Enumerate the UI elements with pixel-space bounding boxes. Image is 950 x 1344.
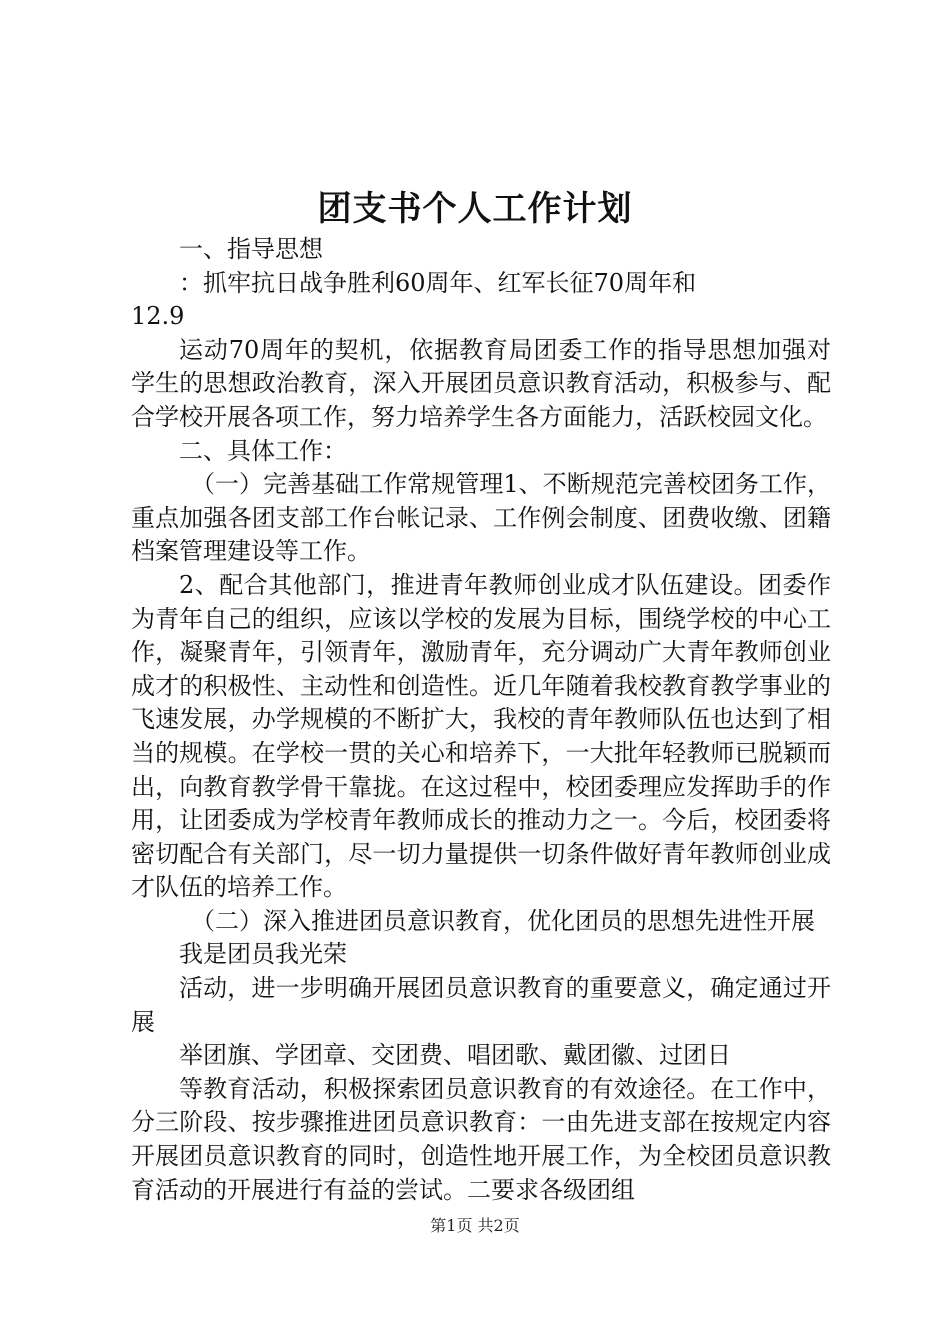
paragraph: 我是团员我光荣: [179, 940, 347, 969]
section-heading-guiding-thought: 一、指导思想: [179, 235, 323, 263]
paragraph: 举团旗、学团章、交团费、唱团歌、戴团徽、过团日: [179, 1041, 731, 1070]
paragraph: ：抓牢抗日战争胜利60周年、红军长征70周年和: [179, 268, 697, 297]
page-footer: 第1页 共2页: [430, 1216, 520, 1235]
paragraph: 等教育活动，积极探索团员意识教育的有效途径。在工作中，分三阶段、按步骤推进团员意识教育：一由先进支部在按规定内容开展团员意识教育的同时，创造性地开展工作，为全校团员意识教育活动的开展进行有益的尝试。二要求各级团组: [131, 1074, 831, 1204]
paragraph: （二）深入推进团员意识教育，优化团员的思想先进性开展: [191, 906, 815, 935]
paragraph: 2、配合其他部门，推进青年教师创业成才队伍建设。团委作为青年自己的组织，应该以学校的发展为目标，围绕学校的中心工作，凝聚青年，引领青年，激励青年，充分调动广大青年教师创业成才的积极性、主动性和创造性。近几年随着我校教育教学事业的飞速发展，办学规模的不断扩大，我校的青年教师队伍也达到了相当的规模。在学校一贯的关心和培养下，一大批年轻教师已脱颖而出，向教育教学骨干靠拢。在这过程中，校团委理应发挥助手的作用，让团委成为学校青年教师成长的推动力之一。今后，校团委将密切配合有关部门，尽一切力量提供一切条件做好青年教师创业成才队伍的培养工作。: [131, 570, 831, 902]
section-heading-specific-work: 二、具体工作：: [179, 436, 347, 465]
paragraph: 运动70周年的契机，依据教育局团委工作的指导思想加强对学生的思想政治教育，深入开展团员意识教育活动，积极参与、配合学校开展各项工作，努力培养学生各方面能力，活跃校园文化。: [131, 335, 831, 431]
paragraph: 活动，进一步明确开展团员意识教育的重要意义，确定通过开展: [131, 974, 831, 1036]
document-title: 团支书个人工作计划: [317, 189, 633, 229]
paragraph: （一）完善基础工作常规管理1、不断规范完善校团务工作，重点加强各团支部工作台帐记录、工作例会制度、团费收缴、团籍档案管理建设等工作。: [131, 470, 831, 566]
paragraph: 12.9: [131, 302, 185, 331]
document-body: [131, 233, 831, 1207]
